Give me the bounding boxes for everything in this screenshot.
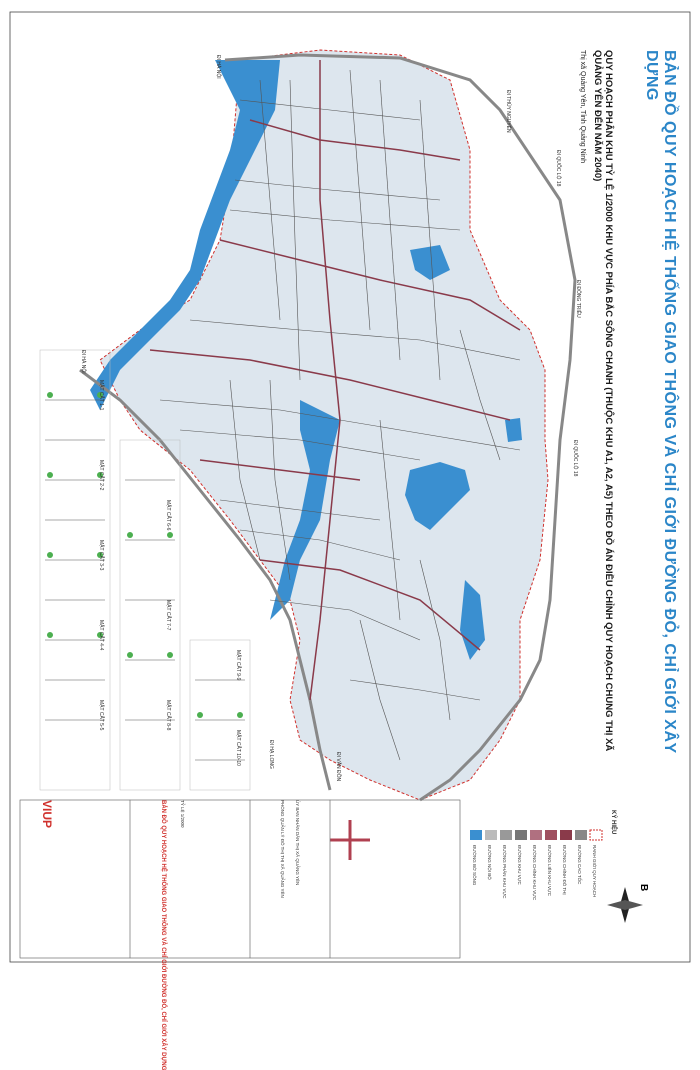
subtitle-line-2: (THUỘC KHU A1, A2, A5) THEO ĐỒ ÁN ĐIỀU CHỈNH QUY HOẠCH CHUNG THỊ XÃ QUẢNG YÊN ĐẾN NĂM 2040) [592,50,614,752]
legend-item: ĐƯỜNG BỜ SÔNG [472,845,477,886]
drawing-name: BẢN ĐỒ QUY HOẠCH HỆ THỐNG GIAO THÔNG VÀ CHỈ GIỚI ĐƯỜNG ĐỎ, CHỈ GIỚI XÂY DỰNG [160,800,166,1070]
consultant-logo: VIUP [40,800,54,829]
legend-item: ĐƯỜNG NỘI BỘ [487,845,492,880]
cross-section-label: MẶT CẮT 8-8 [165,700,171,731]
legend [460,810,630,960]
cross-section-label: MẶT CẮT 3-3 [98,540,104,571]
direction-label: ĐI THỦY NGUYÊN [505,90,511,133]
cross-section-label: MẶT CẮT 9-9 [235,650,241,681]
general-notes [20,20,200,340]
title-block [20,790,460,1070]
direction-label: ĐI QUỐC LỘ 18 [555,150,561,187]
cross-section-label: MẶT CẮT 7-7 [165,600,171,631]
cross-section-label: MẶT CẮT 4-4 [98,620,104,651]
legend-title: KÝ HIỆU [610,810,616,835]
map-title: BẢN ĐỒ QUY HOẠCH HỆ THỐNG GIAO THÔNG VÀ CHỈ GIỚI ĐƯỜNG ĐỎ, CHỈ GIỚI XÂY DỰNG [643,50,678,754]
cross-section-label: MẶT CẮT 1-1 [98,380,104,411]
title-block-rotated [548,40,678,760]
map-subtitle [590,50,614,770]
legend-item: ĐƯỜNG CHÍNH ĐÔ THỊ [562,845,567,895]
department-name: PHÒNG QUẢN LÝ ĐÔ THỊ THỊ XÃ QUẢNG YÊN [280,800,285,898]
cross-section-label: MẶT CẮT 5-5 [98,700,104,731]
lake [505,418,522,442]
direction-label: ĐI HÀ NỘI [215,55,221,79]
legend-item: RANH GIỚI QUY HOẠCH [592,845,597,898]
agency-name: ỦY BAN NHÂN DÂN THỊ XÃ QUẢNG YÊN [295,800,300,886]
legend-item: ĐƯỜNG CHÍNH KHU VỰC [532,845,537,901]
north-arrow [610,880,650,940]
drawing-scale: TỶ LỆ 1/2000 [180,800,185,828]
cross-section-label: MẶT CẮT 2-2 [98,460,104,491]
direction-label: ĐI ĐÔNG TRIỀU [575,280,581,318]
legend-item: ĐƯỜNG KHU VỰC [517,845,522,885]
location-line: Thị xã Quảng Yên, Tỉnh Quảng Ninh [579,50,586,163]
cross-section-label: MẶT CẮT 10-10 [235,730,241,766]
legend-item: ĐƯỜNG PHÂN KHU VỰC [502,845,507,899]
direction-label: ĐI HẠ LONG [268,740,274,769]
direction-label: ĐI QUỐC LỘ 18 [572,440,578,477]
note-column [20,20,50,340]
direction-label: ĐI HÀ NỘI [80,350,86,374]
legend-item: ĐƯỜNG CAO TỐC [577,845,582,885]
legend-item: ĐƯỜNG LIÊN KHU VỰC [547,845,552,897]
subtitle-line-1: QUY HOẠCH PHÂN KHU TỶ LỆ 1/2000 KHU VỰC PHÍA BẮC SÔNG CHANH [603,50,614,385]
direction-label: ĐI VÂN ĐỒN [335,752,341,782]
cross-section-label: MẶT CẮT 6-6 [165,500,171,531]
north-letter: B [638,884,649,892]
